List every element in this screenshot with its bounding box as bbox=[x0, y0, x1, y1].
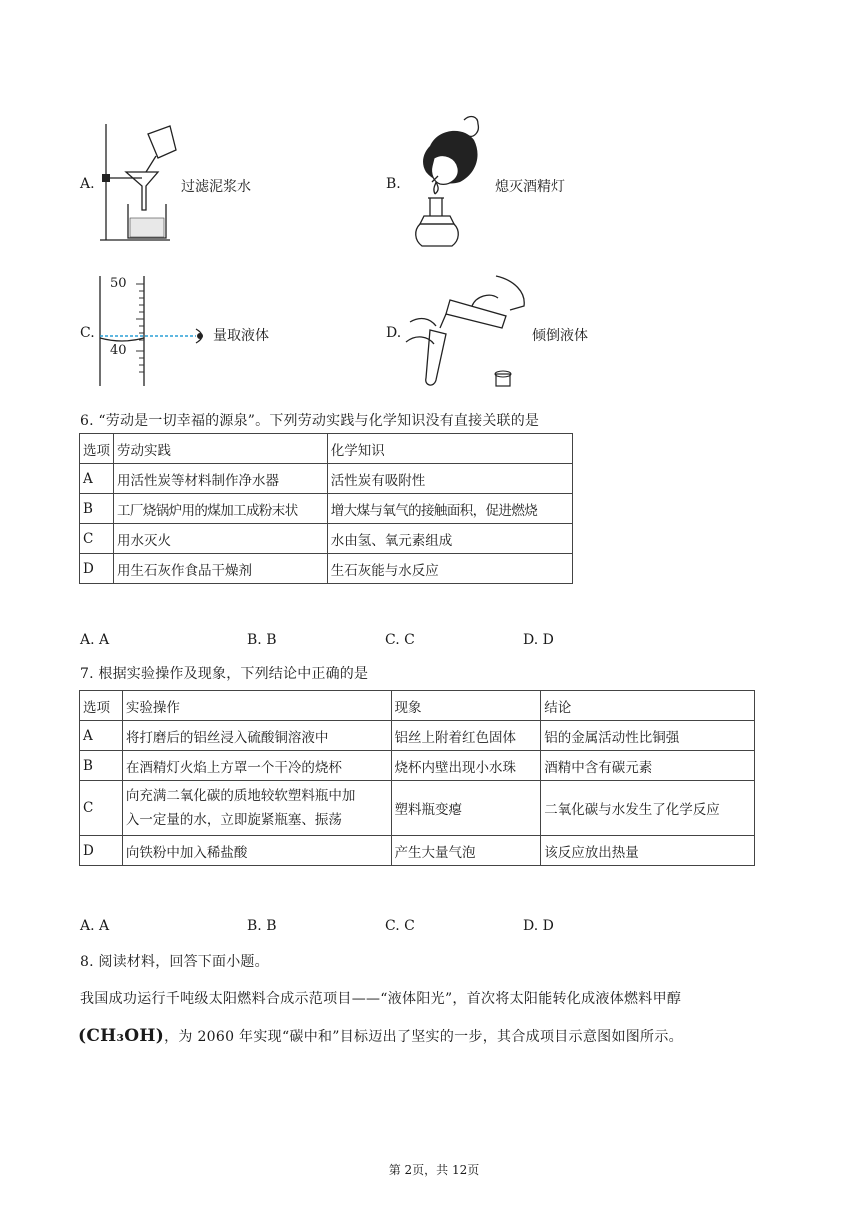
option-letter: B. bbox=[386, 176, 401, 192]
table-row bbox=[80, 721, 755, 751]
table-cell: 产生大量气泡 bbox=[391, 836, 541, 866]
answer-choice-b[interactable]: B. B bbox=[247, 632, 277, 648]
table-cell-line: 入一定量的水，立即旋紧瓶塞、振荡 bbox=[125, 812, 342, 828]
table-cell: 铝的金属活动性比铜强 bbox=[541, 721, 755, 751]
table-cell: 该反应放出热量 bbox=[541, 836, 755, 866]
table-cell: B bbox=[80, 494, 114, 524]
reading-material-line-2 bbox=[78, 1026, 683, 1046]
table-header-cell: 实验操作 bbox=[122, 691, 391, 721]
table-cell: 将打磨后的铝丝浸入硫酸铜溶液中 bbox=[122, 721, 391, 751]
table-header-cell: 劳动实践 bbox=[114, 434, 328, 464]
table-cell: A bbox=[80, 464, 114, 494]
table-row bbox=[80, 494, 573, 524]
table-cell: D bbox=[80, 554, 114, 584]
table-cell: 酒精中含有碳元素 bbox=[541, 751, 755, 781]
question-7-table bbox=[79, 690, 755, 866]
answer-choice-c[interactable]: C. C bbox=[385, 918, 415, 934]
table-row bbox=[80, 524, 573, 554]
table-cell-line: 向充满二氧化碳的质地较软塑料瓶中加 bbox=[125, 788, 356, 804]
methanol-formula: (CH₃OH) bbox=[78, 1026, 165, 1046]
table-row bbox=[80, 836, 755, 866]
table-cell: 生石灰能与水反应 bbox=[327, 554, 572, 584]
table-cell: 水由氢、氧元素组成 bbox=[327, 524, 572, 554]
table-cell: 塑料瓶变瘪 bbox=[391, 781, 541, 836]
table-row bbox=[80, 751, 755, 781]
reading-material-text: ，为 2060 年实现“碳中和”目标迈出了坚实的一步，其合成项目示意图如图所示。 bbox=[164, 1029, 683, 1045]
table-cell: C bbox=[80, 781, 123, 836]
table-cell: 铝丝上附着红色固体 bbox=[391, 721, 541, 751]
table-row bbox=[80, 781, 755, 836]
table-cell: A bbox=[80, 721, 123, 751]
filtration-apparatus-figure bbox=[96, 122, 186, 246]
page-footer: 第 2页，共 12页 bbox=[388, 1163, 480, 1177]
table-cell: 用水灭火 bbox=[114, 524, 328, 554]
table-header-row bbox=[80, 434, 573, 464]
table-header-row bbox=[80, 691, 755, 721]
cylinder-mark-40: 40 bbox=[110, 343, 127, 358]
question-6-stem: 6. “劳动是一切幸福的源泉”。下列劳动实践与化学知识没有直接关联的是 bbox=[80, 413, 540, 429]
cylinder-mark-50: 50 bbox=[110, 276, 127, 291]
answer-choice-b[interactable]: B. B bbox=[247, 918, 277, 934]
answer-choice-d[interactable]: D. D bbox=[523, 632, 554, 648]
table-header-cell: 现象 bbox=[391, 691, 541, 721]
table-cell: 增大煤与氧气的接触面积，促进燃烧 bbox=[327, 494, 572, 524]
answer-choice-a[interactable]: A. A bbox=[80, 632, 110, 648]
option-letter: A. bbox=[80, 176, 95, 192]
answer-choice-c[interactable]: C. C bbox=[385, 632, 415, 648]
table-cell: C bbox=[80, 524, 114, 554]
option-letter: C. bbox=[80, 325, 95, 341]
pouring-liquid-figure bbox=[406, 272, 530, 392]
table-cell: 烧杯内壁出现小水珠 bbox=[391, 751, 541, 781]
table-row bbox=[80, 464, 573, 494]
blowing-out-alcohol-lamp-figure bbox=[404, 112, 496, 260]
question-8-stem: 8. 阅读材料，回答下面小题。 bbox=[80, 954, 269, 970]
table-header-cell: 结论 bbox=[541, 691, 755, 721]
table-cell bbox=[122, 781, 391, 836]
table-cell: 向铁粉中加入稀盐酸 bbox=[122, 836, 391, 866]
graduated-cylinder-figure bbox=[92, 274, 216, 388]
table-cell: 二氧化碳与水发生了化学反应 bbox=[541, 781, 755, 836]
table-header-cell: 化学知识 bbox=[327, 434, 572, 464]
question-6-table bbox=[79, 433, 573, 584]
option-label: 过滤泥浆水 bbox=[181, 179, 251, 195]
answer-choice-a[interactable]: A. A bbox=[80, 918, 110, 934]
table-cell: 在酒精灯火焰上方罩一个干冷的烧杯 bbox=[122, 751, 391, 781]
table-header-cell: 选项 bbox=[80, 691, 123, 721]
table-cell: B bbox=[80, 751, 123, 781]
option-label: 熄灭酒精灯 bbox=[495, 179, 565, 195]
option-label: 量取液体 bbox=[213, 328, 269, 344]
question-7-stem: 7. 根据实验操作及现象，下列结论中正确的是 bbox=[80, 666, 369, 682]
table-cell: 活性炭有吸附性 bbox=[327, 464, 572, 494]
table-row bbox=[80, 554, 573, 584]
answer-choice-d[interactable]: D. D bbox=[523, 918, 554, 934]
table-cell: 用生石灰作食品干燥剂 bbox=[114, 554, 328, 584]
option-label: 倾倒液体 bbox=[532, 328, 588, 344]
table-cell: 用活性炭等材料制作净水器 bbox=[114, 464, 328, 494]
reading-material-line-1: 我国成功运行千吨级太阳燃料合成示范项目——“液体阳光”，首次将太阳能转化成液体燃料甲醇 bbox=[80, 991, 682, 1007]
option-letter: D. bbox=[386, 325, 402, 341]
table-cell: 工厂烧锅炉用的煤加工成粉末状 bbox=[114, 494, 328, 524]
table-header-cell: 选项 bbox=[80, 434, 114, 464]
table-cell: D bbox=[80, 836, 123, 866]
